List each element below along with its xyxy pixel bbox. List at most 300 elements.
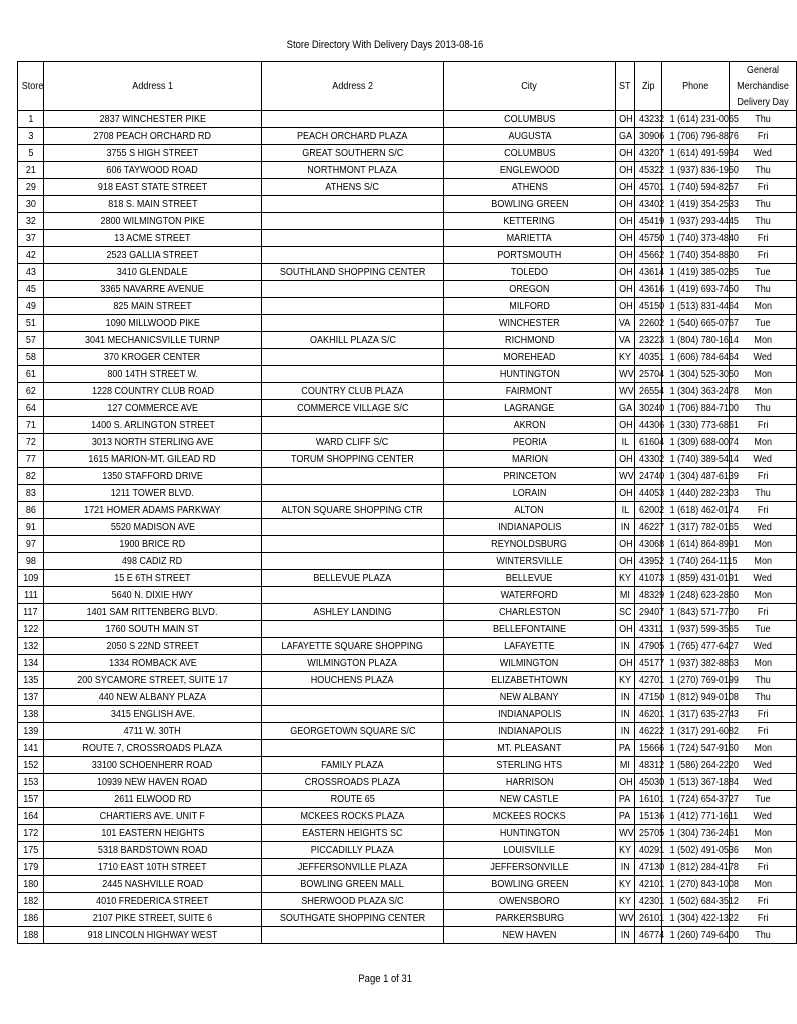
cell-store-number: 43: [18, 264, 44, 281]
cell-phone: 1 (304) 422-1322: [662, 910, 730, 927]
table-row: [18, 587, 797, 604]
cell-delivery-day: Mon: [730, 825, 797, 842]
cell-zip: 43402: [635, 196, 662, 213]
cell-address-2: GEORGETOWN SQUARE S/C: [262, 723, 444, 740]
cell-address-1: 2107 PIKE STREET, SUITE 6: [44, 910, 262, 927]
cell-address-1: 5520 MADISON AVE: [44, 519, 262, 536]
cell-delivery-day: Thu: [730, 213, 797, 230]
table-row: [18, 570, 797, 587]
cell-city: BELLEFONTAINE: [444, 621, 616, 638]
cell-delivery-day: Mon: [730, 740, 797, 757]
cell-city: COLUMBUS: [444, 145, 616, 162]
cell-address-1: 2050 S 22ND STREET: [44, 638, 262, 655]
table-row: [18, 230, 797, 247]
cell-address-2: [262, 281, 444, 298]
cell-zip: 24740: [635, 468, 662, 485]
cell-phone: 1 (804) 780-1614: [662, 332, 730, 349]
cell-city: TOLEDO: [444, 264, 616, 281]
table-row: [18, 417, 797, 434]
cell-city: MARION: [444, 451, 616, 468]
cell-delivery-day: Wed: [730, 451, 797, 468]
header-st: ST: [616, 62, 635, 111]
cell-address-1: 13 ACME STREET: [44, 230, 262, 247]
cell-address-1: 1615 MARION-MT. GILEAD RD: [44, 451, 262, 468]
cell-zip: 16101: [635, 791, 662, 808]
cell-zip: 23223: [635, 332, 662, 349]
cell-state: OH: [616, 485, 635, 502]
table-row: [18, 162, 797, 179]
cell-address-1: 3041 MECHANICSVILLE TURNP: [44, 332, 262, 349]
header-address1: Address 1: [44, 62, 262, 111]
cell-phone: 1 (740) 389-5414: [662, 451, 730, 468]
cell-store-number: 97: [18, 536, 44, 553]
cell-delivery-day: Mon: [730, 298, 797, 315]
cell-delivery-day: Mon: [730, 434, 797, 451]
cell-city: COLUMBUS: [444, 111, 616, 128]
cell-address-1: 1228 COUNTRY CLUB ROAD: [44, 383, 262, 400]
cell-address-2: BOWLING GREEN MALL: [262, 876, 444, 893]
cell-phone: 1 (440) 282-2303: [662, 485, 730, 502]
cell-store-number: 186: [18, 910, 44, 927]
cell-delivery-day: Thu: [730, 196, 797, 213]
cell-delivery-day: Fri: [730, 604, 797, 621]
cell-store-number: 135: [18, 672, 44, 689]
cell-delivery-day: Fri: [730, 502, 797, 519]
cell-delivery-day: Wed: [730, 774, 797, 791]
cell-phone: 1 (618) 462-0174: [662, 502, 730, 519]
cell-zip: 62002: [635, 502, 662, 519]
table-row: [18, 536, 797, 553]
cell-phone: 1 (317) 635-2743: [662, 706, 730, 723]
cell-address-1: 440 NEW ALBANY PLAZA: [44, 689, 262, 706]
cell-state: OH: [616, 655, 635, 672]
cell-zip: 47150: [635, 689, 662, 706]
cell-state: VA: [616, 315, 635, 332]
cell-city: MARIETTA: [444, 230, 616, 247]
table-row: [18, 451, 797, 468]
cell-phone: 1 (260) 749-6400: [662, 927, 730, 944]
cell-address-2: [262, 196, 444, 213]
cell-address-1: CHARTIERS AVE. UNIT F: [44, 808, 262, 825]
cell-delivery-day: Tue: [730, 621, 797, 638]
cell-store-number: 58: [18, 349, 44, 366]
table-row: [18, 910, 797, 927]
cell-address-1: 498 CADIZ RD: [44, 553, 262, 570]
cell-address-1: 918 EAST STATE STREET: [44, 179, 262, 196]
cell-address-2: [262, 485, 444, 502]
cell-state: WV: [616, 383, 635, 400]
cell-store-number: 122: [18, 621, 44, 638]
cell-zip: 46227: [635, 519, 662, 536]
cell-store-number: 83: [18, 485, 44, 502]
table-row: [18, 859, 797, 876]
cell-state: OH: [616, 179, 635, 196]
cell-delivery-day: Thu: [730, 672, 797, 689]
cell-state: KY: [616, 842, 635, 859]
cell-city: REYNOLDSBURG: [444, 536, 616, 553]
cell-delivery-day: Mon: [730, 366, 797, 383]
cell-state: OH: [616, 111, 635, 128]
cell-state: IN: [616, 859, 635, 876]
cell-address-2: [262, 621, 444, 638]
cell-address-1: 825 MAIN STREET: [44, 298, 262, 315]
table-row: [18, 298, 797, 315]
cell-store-number: 77: [18, 451, 44, 468]
cell-address-1: 5640 N. DIXIE HWY: [44, 587, 262, 604]
cell-store-number: 49: [18, 298, 44, 315]
table-row: [18, 383, 797, 400]
cell-address-1: 200 SYCAMORE STREET, SUITE 17: [44, 672, 262, 689]
cell-address-2: NORTHMONT PLAZA: [262, 162, 444, 179]
cell-zip: 43952: [635, 553, 662, 570]
cell-city: MT. PLEASANT: [444, 740, 616, 757]
cell-city: MILFORD: [444, 298, 616, 315]
table-row: [18, 723, 797, 740]
cell-phone: 1 (502) 491-0536: [662, 842, 730, 859]
cell-zip: 30906: [635, 128, 662, 145]
cell-phone: 1 (724) 547-9160: [662, 740, 730, 757]
cell-phone: 1 (740) 373-4840: [662, 230, 730, 247]
cell-state: OH: [616, 621, 635, 638]
cell-delivery-day: Wed: [730, 145, 797, 162]
cell-phone: 1 (540) 665-0767: [662, 315, 730, 332]
cell-city: BOWLING GREEN: [444, 876, 616, 893]
cell-store-number: 172: [18, 825, 44, 842]
cell-store-number: 132: [18, 638, 44, 655]
cell-phone: 1 (706) 796-8876: [662, 128, 730, 145]
table-row: [18, 315, 797, 332]
cell-phone: 1 (843) 571-7730: [662, 604, 730, 621]
cell-delivery-day: Mon: [730, 536, 797, 553]
cell-address-1: 33100 SCHOENHERR ROAD: [44, 757, 262, 774]
cell-delivery-day: Mon: [730, 876, 797, 893]
cell-address-1: 1350 STAFFORD DRIVE: [44, 468, 262, 485]
cell-state: PA: [616, 791, 635, 808]
cell-zip: 40291: [635, 842, 662, 859]
cell-address-2: [262, 468, 444, 485]
cell-delivery-day: Mon: [730, 553, 797, 570]
cell-address-1: 370 KROGER CENTER: [44, 349, 262, 366]
cell-phone: 1 (937) 836-1950: [662, 162, 730, 179]
cell-delivery-day: Fri: [730, 893, 797, 910]
cell-state: MI: [616, 757, 635, 774]
cell-store-number: 141: [18, 740, 44, 757]
cell-store-number: 21: [18, 162, 44, 179]
cell-store-number: 64: [18, 400, 44, 417]
cell-city: NEW CASTLE: [444, 791, 616, 808]
table-row: [18, 842, 797, 859]
cell-address-2: [262, 587, 444, 604]
cell-delivery-day: Tue: [730, 315, 797, 332]
cell-address-2: SOUTHGATE SHOPPING CENTER: [262, 910, 444, 927]
cell-phone: 1 (740) 594-8257: [662, 179, 730, 196]
cell-store-number: 134: [18, 655, 44, 672]
cell-address-1: 3013 NORTH STERLING AVE: [44, 434, 262, 451]
cell-zip: 46201: [635, 706, 662, 723]
cell-zip: 43616: [635, 281, 662, 298]
cell-address-1: 1760 SOUTH MAIN ST: [44, 621, 262, 638]
cell-address-1: 5318 BARDSTOWN ROAD: [44, 842, 262, 859]
cell-phone: 1 (614) 864-8991: [662, 536, 730, 553]
cell-delivery-day: Thu: [730, 927, 797, 944]
cell-city: MOREHEAD: [444, 349, 616, 366]
cell-phone: 1 (502) 684-3512: [662, 893, 730, 910]
cell-zip: 43614: [635, 264, 662, 281]
cell-phone: 1 (740) 264-1115: [662, 553, 730, 570]
cell-address-2: [262, 553, 444, 570]
cell-address-2: [262, 689, 444, 706]
cell-city: HUNTINGTON: [444, 366, 616, 383]
cell-address-1: 1334 ROMBACK AVE: [44, 655, 262, 672]
cell-state: OH: [616, 264, 635, 281]
cell-store-number: 51: [18, 315, 44, 332]
cell-city: MCKEES ROCKS: [444, 808, 616, 825]
cell-address-2: EASTERN HEIGHTS SC: [262, 825, 444, 842]
cell-zip: 26101: [635, 910, 662, 927]
cell-phone: 1 (606) 784-6464: [662, 349, 730, 366]
cell-zip: 15136: [635, 808, 662, 825]
cell-address-1: 2837 WINCHESTER PIKE: [44, 111, 262, 128]
cell-zip: 25705: [635, 825, 662, 842]
cell-state: OH: [616, 451, 635, 468]
cell-city: NEW HAVEN: [444, 927, 616, 944]
header-zip: Zip: [635, 62, 662, 111]
cell-zip: 42301: [635, 893, 662, 910]
table-row: [18, 638, 797, 655]
cell-zip: 43232: [635, 111, 662, 128]
table-row: [18, 927, 797, 944]
cell-state: WV: [616, 468, 635, 485]
cell-address-1: 4711 W. 30TH: [44, 723, 262, 740]
cell-phone: 1 (586) 264-2220: [662, 757, 730, 774]
cell-phone: 1 (812) 949-0108: [662, 689, 730, 706]
cell-address-1: 4010 FREDERICA STREET: [44, 893, 262, 910]
table-row: [18, 604, 797, 621]
cell-store-number: 45: [18, 281, 44, 298]
cell-delivery-day: Thu: [730, 485, 797, 502]
cell-state: WV: [616, 366, 635, 383]
cell-state: GA: [616, 400, 635, 417]
cell-phone: 1 (270) 769-0199: [662, 672, 730, 689]
cell-address-2: TORUM SHOPPING CENTER: [262, 451, 444, 468]
table-row: [18, 621, 797, 638]
cell-city: JEFFERSONVILLE: [444, 859, 616, 876]
cell-state: IN: [616, 519, 635, 536]
table-row: [18, 145, 797, 162]
cell-delivery-day: Fri: [730, 230, 797, 247]
cell-state: IL: [616, 434, 635, 451]
table-row: [18, 740, 797, 757]
cell-address-2: OAKHILL PLAZA S/C: [262, 332, 444, 349]
table-row: [18, 281, 797, 298]
cell-city: OREGON: [444, 281, 616, 298]
cell-store-number: 157: [18, 791, 44, 808]
cell-zip: 45030: [635, 774, 662, 791]
table-row: [18, 553, 797, 570]
cell-state: OH: [616, 553, 635, 570]
cell-store-number: 29: [18, 179, 44, 196]
cell-phone: 1 (270) 843-1008: [662, 876, 730, 893]
table-row: [18, 655, 797, 672]
table-row: [18, 485, 797, 502]
cell-store-number: 138: [18, 706, 44, 723]
cell-address-1: 2445 NASHVILLE ROAD: [44, 876, 262, 893]
cell-store-number: 62: [18, 383, 44, 400]
header-address2: Address 2: [262, 62, 444, 111]
cell-address-2: [262, 536, 444, 553]
cell-delivery-day: Wed: [730, 757, 797, 774]
cell-zip: 45322: [635, 162, 662, 179]
cell-city: PRINCETON: [444, 468, 616, 485]
cell-delivery-day: Wed: [730, 638, 797, 655]
page-footer: [0, 973, 770, 985]
cell-phone: 1 (419) 693-7450: [662, 281, 730, 298]
cell-address-1: 918 LINCOLN HIGHWAY WEST: [44, 927, 262, 944]
cell-city: ATHENS: [444, 179, 616, 196]
cell-phone: 1 (304) 363-2478: [662, 383, 730, 400]
cell-store-number: 111: [18, 587, 44, 604]
cell-store-number: 98: [18, 553, 44, 570]
cell-state: KY: [616, 672, 635, 689]
cell-delivery-day: Thu: [730, 111, 797, 128]
cell-zip: 46222: [635, 723, 662, 740]
cell-city: CHARLESTON: [444, 604, 616, 621]
cell-store-number: 86: [18, 502, 44, 519]
cell-address-2: GREAT SOUTHERN S/C: [262, 145, 444, 162]
cell-city: INDIANAPOLIS: [444, 723, 616, 740]
table-row: [18, 757, 797, 774]
cell-address-2: COMMERCE VILLAGE S/C: [262, 400, 444, 417]
cell-zip: 29407: [635, 604, 662, 621]
header-city: City: [444, 62, 616, 111]
cell-phone: 1 (304) 487-6139: [662, 468, 730, 485]
cell-address-2: [262, 247, 444, 264]
cell-delivery-day: Thu: [730, 400, 797, 417]
cell-address-2: ASHLEY LANDING: [262, 604, 444, 621]
table-row: [18, 893, 797, 910]
cell-phone: 1 (513) 831-4464: [662, 298, 730, 315]
store-directory-table: [17, 61, 797, 944]
cell-address-2: WILMINGTON PLAZA: [262, 655, 444, 672]
cell-store-number: 1: [18, 111, 44, 128]
cell-zip: 61604: [635, 434, 662, 451]
cell-delivery-day: Mon: [730, 332, 797, 349]
cell-phone: 1 (304) 736-2461: [662, 825, 730, 842]
cell-city: AKRON: [444, 417, 616, 434]
cell-address-1: 10939 NEW HAVEN ROAD: [44, 774, 262, 791]
cell-store-number: 137: [18, 689, 44, 706]
cell-zip: 45662: [635, 247, 662, 264]
cell-city: ENGLEWOOD: [444, 162, 616, 179]
cell-address-1: 3415 ENGLISH AVE.: [44, 706, 262, 723]
cell-address-2: SHERWOOD PLAZA S/C: [262, 893, 444, 910]
cell-state: KY: [616, 893, 635, 910]
cell-phone: 1 (614) 491-5934: [662, 145, 730, 162]
cell-store-number: 32: [18, 213, 44, 230]
cell-state: OH: [616, 298, 635, 315]
cell-phone: 1 (419) 385-0285: [662, 264, 730, 281]
table-row: [18, 247, 797, 264]
cell-store-number: 30: [18, 196, 44, 213]
cell-address-2: SOUTHLAND SHOPPING CENTER: [262, 264, 444, 281]
cell-store-number: 72: [18, 434, 44, 451]
cell-state: WV: [616, 910, 635, 927]
cell-store-number: 91: [18, 519, 44, 536]
cell-delivery-day: Wed: [730, 349, 797, 366]
table-row: [18, 468, 797, 485]
cell-city: HARRISON: [444, 774, 616, 791]
cell-address-2: PICCADILLY PLAZA: [262, 842, 444, 859]
cell-zip: 48329: [635, 587, 662, 604]
cell-phone: 1 (412) 771-1611: [662, 808, 730, 825]
cell-delivery-day: Thu: [730, 689, 797, 706]
table-row: [18, 400, 797, 417]
cell-address-2: [262, 366, 444, 383]
cell-delivery-day: Mon: [730, 383, 797, 400]
cell-zip: 48312: [635, 757, 662, 774]
cell-city: WILMINGTON: [444, 655, 616, 672]
cell-city: INDIANAPOLIS: [444, 706, 616, 723]
cell-state: SC: [616, 604, 635, 621]
cell-city: LORAIN: [444, 485, 616, 502]
cell-store-number: 139: [18, 723, 44, 740]
cell-delivery-day: Thu: [730, 162, 797, 179]
cell-city: WINCHESTER: [444, 315, 616, 332]
cell-address-1: 1090 MILLWOOD PIKE: [44, 315, 262, 332]
table-row: [18, 111, 797, 128]
table-row: [18, 196, 797, 213]
cell-city: FAIRMONT: [444, 383, 616, 400]
cell-store-number: 179: [18, 859, 44, 876]
cell-state: IN: [616, 689, 635, 706]
cell-store-number: 57: [18, 332, 44, 349]
cell-delivery-day: Fri: [730, 247, 797, 264]
cell-address-2: ALTON SQUARE SHOPPING CTR: [262, 502, 444, 519]
cell-store-number: 175: [18, 842, 44, 859]
table-header-row: [18, 62, 797, 111]
cell-phone: 1 (859) 431-0191: [662, 570, 730, 587]
cell-address-2: [262, 740, 444, 757]
cell-delivery-day: Mon: [730, 842, 797, 859]
cell-zip: 42101: [635, 876, 662, 893]
cell-address-1: 1211 TOWER BLVD.: [44, 485, 262, 502]
cell-store-number: 164: [18, 808, 44, 825]
cell-delivery-day: Fri: [730, 179, 797, 196]
table-row: [18, 332, 797, 349]
cell-address-2: MCKEES ROCKS PLAZA: [262, 808, 444, 825]
cell-state: PA: [616, 740, 635, 757]
cell-phone: 1 (248) 623-2860: [662, 587, 730, 604]
cell-address-2: FAMILY PLAZA: [262, 757, 444, 774]
cell-store-number: 117: [18, 604, 44, 621]
page-number: Page 1 of 31: [358, 973, 412, 985]
cell-address-1: 1721 HOMER ADAMS PARKWAY: [44, 502, 262, 519]
cell-store-number: 152: [18, 757, 44, 774]
cell-zip: 43068: [635, 536, 662, 553]
cell-delivery-day: Mon: [730, 587, 797, 604]
cell-address-1: 1401 SAM RITTENBERG BLVD.: [44, 604, 262, 621]
table-row: [18, 791, 797, 808]
cell-address-1: 127 COMMERCE AVE: [44, 400, 262, 417]
cell-address-2: [262, 349, 444, 366]
cell-state: OH: [616, 145, 635, 162]
cell-zip: 40351: [635, 349, 662, 366]
cell-state: OH: [616, 774, 635, 791]
cell-state: MI: [616, 587, 635, 604]
cell-city: HUNTINGTON: [444, 825, 616, 842]
cell-delivery-day: Wed: [730, 519, 797, 536]
table-row: [18, 349, 797, 366]
